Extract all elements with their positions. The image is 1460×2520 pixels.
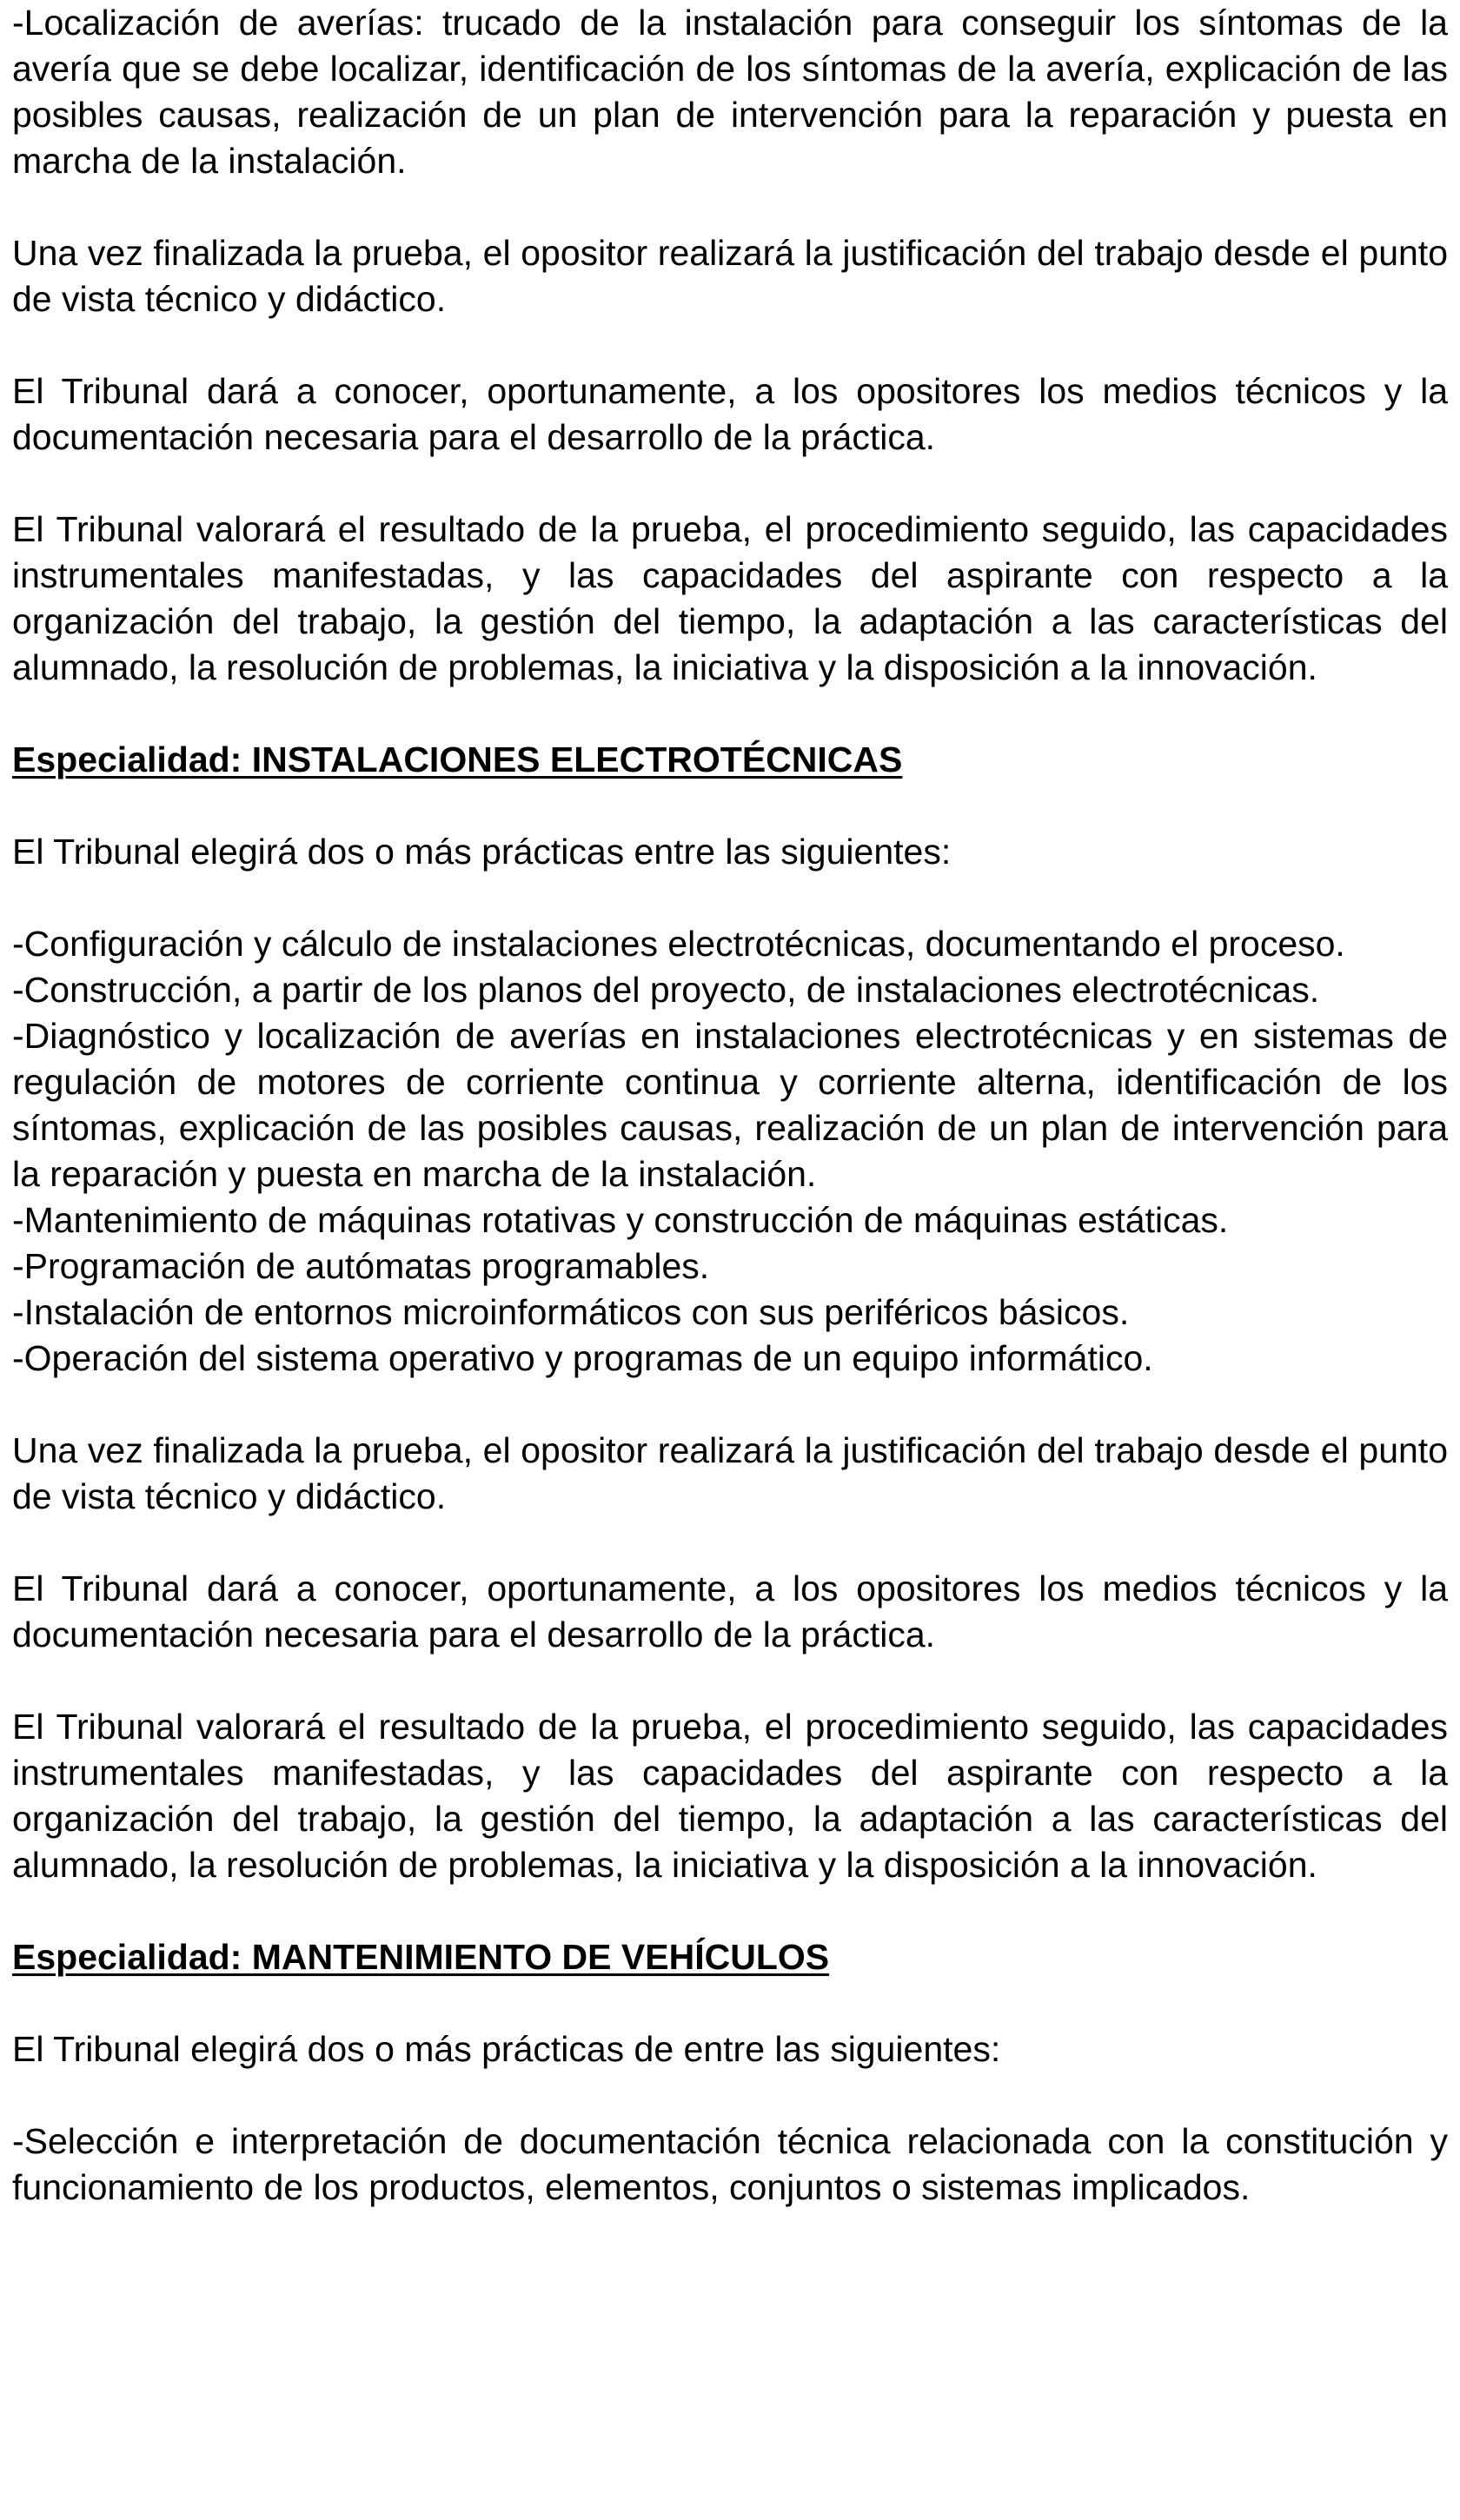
section-heading-vehicles: Especialidad: MANTENIMIENTO DE VEHÍCULOS bbox=[12, 1937, 830, 1977]
list-item: -Programación de autómatas programables. bbox=[12, 1246, 710, 1286]
section-intro: El Tribunal elegirá dos o más prácticas de entre las siguientes: bbox=[12, 2029, 1001, 2069]
list-item: -Selección e interpretación de documentación técnica relacionada con la constitución y funcionamiento de los productos, elementos, conjuntos o sistemas implicados. bbox=[12, 2121, 1448, 2207]
list-item: -Construcción, a partir de los planos del proyecto, de instalaciones electrotécnicas. bbox=[12, 970, 1320, 1010]
section-heading-electrotechnical: Especialidad: INSTALACIONES ELECTROTÉCNICAS bbox=[12, 739, 903, 779]
list-item: -Configuración y cálculo de instalaciones electrotécnicas, documentando el proceso. bbox=[12, 924, 1345, 964]
list-item-fault-location: -Localización de averías: trucado de la instalación para conseguir los síntomas de la avería que se debe localizar, identificación de los síntomas de la avería, explicación de las posibles causas, realización de un plan de intervención para la reparación y puesta en marcha de la instalación. bbox=[12, 3, 1448, 181]
practice-list bbox=[12, 921, 1448, 1382]
paragraph-justification: Una vez finalizada la prueba, el opositor realizará la justificación del trabajo desde el punto de vista técnico y didáctico. bbox=[12, 1430, 1448, 1516]
list-item: -Operación del sistema operativo y programas de un equipo informático. bbox=[12, 1338, 1153, 1378]
list-item: -Instalación de entornos microinformáticos con sus periféricos básicos. bbox=[12, 1292, 1130, 1332]
document-page bbox=[12, 0, 1448, 2211]
paragraph-means: El Tribunal dará a conocer, oportunamente, a los opositores los medios técnicos y la documentación necesaria para el desarrollo de la práctica. bbox=[12, 371, 1448, 457]
list-item: -Mantenimiento de máquinas rotativas y construcción de máquinas estáticas. bbox=[12, 1200, 1229, 1240]
paragraph-evaluation: El Tribunal valorará el resultado de la prueba, el procedimiento seguido, las capacidades instrumentales manifestadas, y las capacidades del aspirante con respecto a la organización del trabajo, la gestión del tiempo, la adaptación a las características del alumnado, la resolución de problemas, la iniciativa y la disposición a la innovación. bbox=[12, 1707, 1448, 1885]
list-item: -Diagnóstico y localización de averías en instalaciones electrotécnicas y en sistemas de regulación de motores de corriente continua y corriente alterna, identificación de los síntomas, explicación de las posibles causas, realización de un plan de intervención para la reparación y puesta en marcha de la instalación. bbox=[12, 1016, 1448, 1194]
paragraph-means: El Tribunal dará a conocer, oportunamente, a los opositores los medios técnicos y la documentación necesaria para el desarrollo de la práctica. bbox=[12, 1568, 1448, 1655]
paragraph-justification: Una vez finalizada la prueba, el opositor realizará la justificación del trabajo desde el punto de vista técnico y didáctico. bbox=[12, 233, 1448, 319]
section-intro: El Tribunal elegirá dos o más prácticas entre las siguientes: bbox=[12, 832, 952, 872]
paragraph-evaluation: El Tribunal valorará el resultado de la prueba, el procedimiento seguido, las capacidades instrumentales manifestadas, y las capacidades del aspirante con respecto a la organización del trabajo, la gestión del tiempo, la adaptación a las características del alumnado, la resolución de problemas, la iniciativa y la disposición a la innovación. bbox=[12, 509, 1448, 687]
